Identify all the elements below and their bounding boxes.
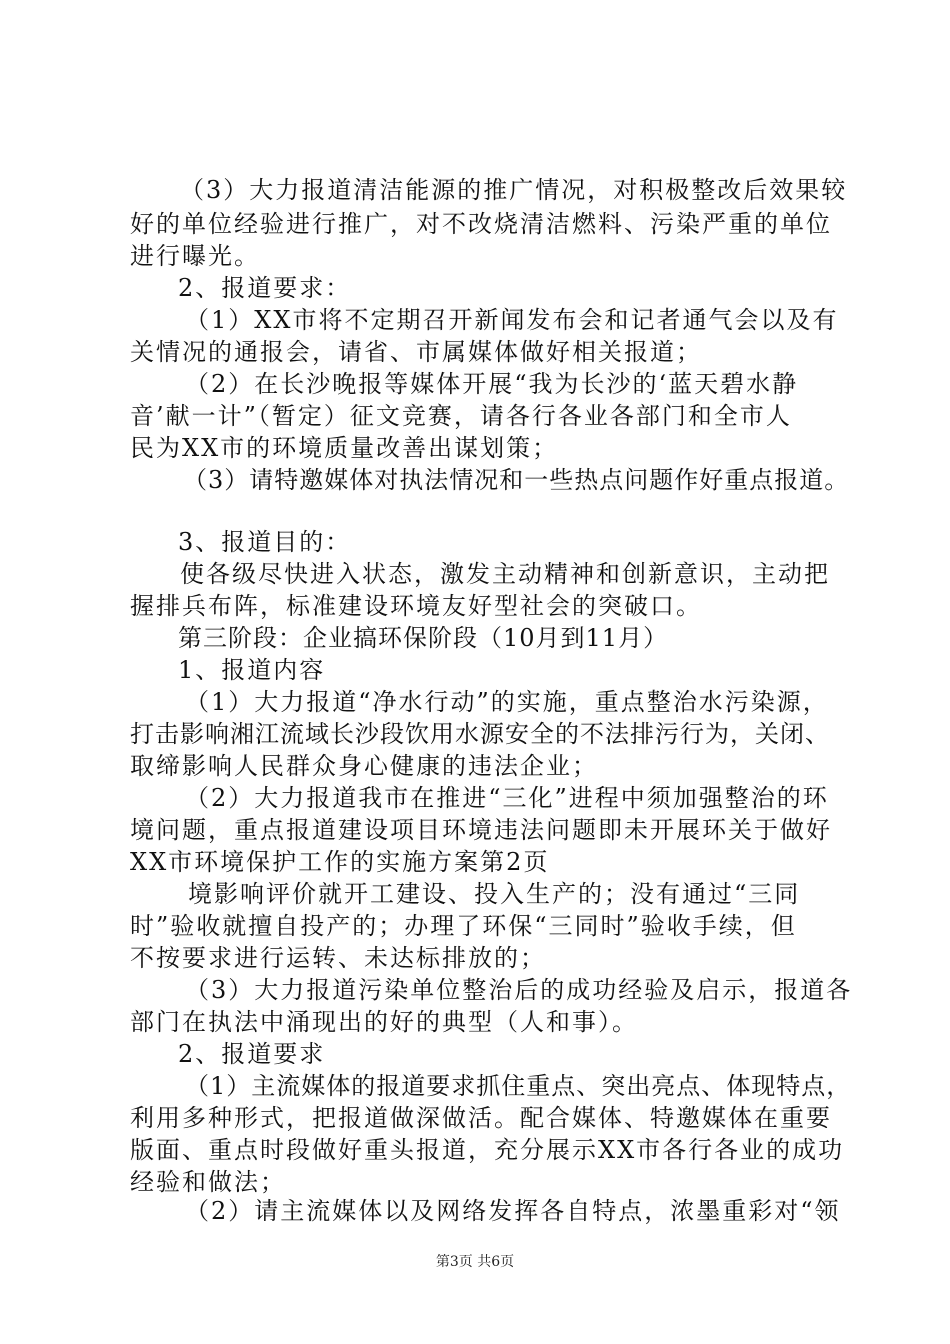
text-line: 进行曝光。 <box>130 242 260 270</box>
text-line: 时”验收就擅自投产的；办理了环保“三同时”验收手续，但 <box>130 912 797 940</box>
text-line: 使各级尽快进入状态，激发主动精神和创新意识，主动把 <box>180 560 830 588</box>
text-line: 境问题，重点报道建设项目环境违法问题即未开展环关于做好 <box>130 816 832 844</box>
text-line: （3）大力报道污染单位整治后的成功经验及启示，报道各 <box>185 976 853 1004</box>
text-line: 打击影响湘江流域长沙段饮用水源安全的不法排污行为，关闭、 <box>130 720 830 748</box>
text-line: 部门在执法中涌现出的好的典型（人和事）。 <box>130 1008 638 1036</box>
text-line: 取缔影响人民群众身心健康的违法企业； <box>130 752 598 780</box>
text-line: （3）大力报道清洁能源的推广情况，对积极整改后效果较 <box>180 176 848 204</box>
text-line: 利用多种形式，把报道做深做活。配合媒体、特邀媒体在重要 <box>130 1104 832 1132</box>
text-line: 好的单位经验进行推广，对不改烧清洁燃料、污染严重的单位 <box>130 210 832 238</box>
text-line: 经验和做法； <box>130 1168 286 1196</box>
text-line: 音’献一计”（暂定）征文竞赛，请各行各业各部门和全市人 <box>130 402 792 430</box>
text-line: （1）XX市将不定期召开新闻发布会和记者通气会以及有 <box>185 306 839 334</box>
text-line: （2）在长沙晚报等媒体开展“我为长沙的‘蓝天碧水静 <box>185 370 799 398</box>
text-line: （1）主流媒体的报道要求抓住重点、突出亮点、体现特点， <box>185 1072 852 1100</box>
text-line: 不按要求进行运转、未达标排放的； <box>130 944 546 972</box>
page-number: 第3页 共6页 <box>435 1254 515 1270</box>
text-line: 握排兵布阵，标准建设环境友好型社会的突破口。 <box>130 592 702 620</box>
text-line: 2、报道要求： <box>178 274 352 302</box>
text-line: （2）请主流媒体以及网络发挥各自特点，浓墨重彩对“领 <box>185 1197 841 1225</box>
text-line: （2）大力报道我市在推进“三化”进程中须加强整治的环 <box>185 784 829 812</box>
text-line: 3、报道目的： <box>178 528 352 556</box>
text-line: 2、报道要求 <box>178 1040 326 1068</box>
text-line: 1、报道内容 <box>178 656 326 684</box>
text-line: 关情况的通报会，请省、市属媒体做好相关报道； <box>130 338 702 366</box>
text-line: （1）大力报道“净水行动”的实施，重点整治水污染源， <box>185 688 829 716</box>
text-line: （3）请特邀媒体对执法情况和一些热点问题作好重点报道。 <box>183 466 850 494</box>
text-line: XX市环境保护工作的实施方案第2页 <box>130 848 550 876</box>
section-heading: 第三阶段：企业搞环保阶段（10月到11月） <box>178 624 669 652</box>
text-line: 境影响评价就开工建设、投入生产的；没有通过“三同 <box>188 880 801 908</box>
text-line: 版面、重点时段做好重头报道，充分展示XX市各行各业的成功 <box>130 1136 845 1164</box>
text-line: 民为XX市的环境质量改善出谋划策； <box>130 434 559 462</box>
